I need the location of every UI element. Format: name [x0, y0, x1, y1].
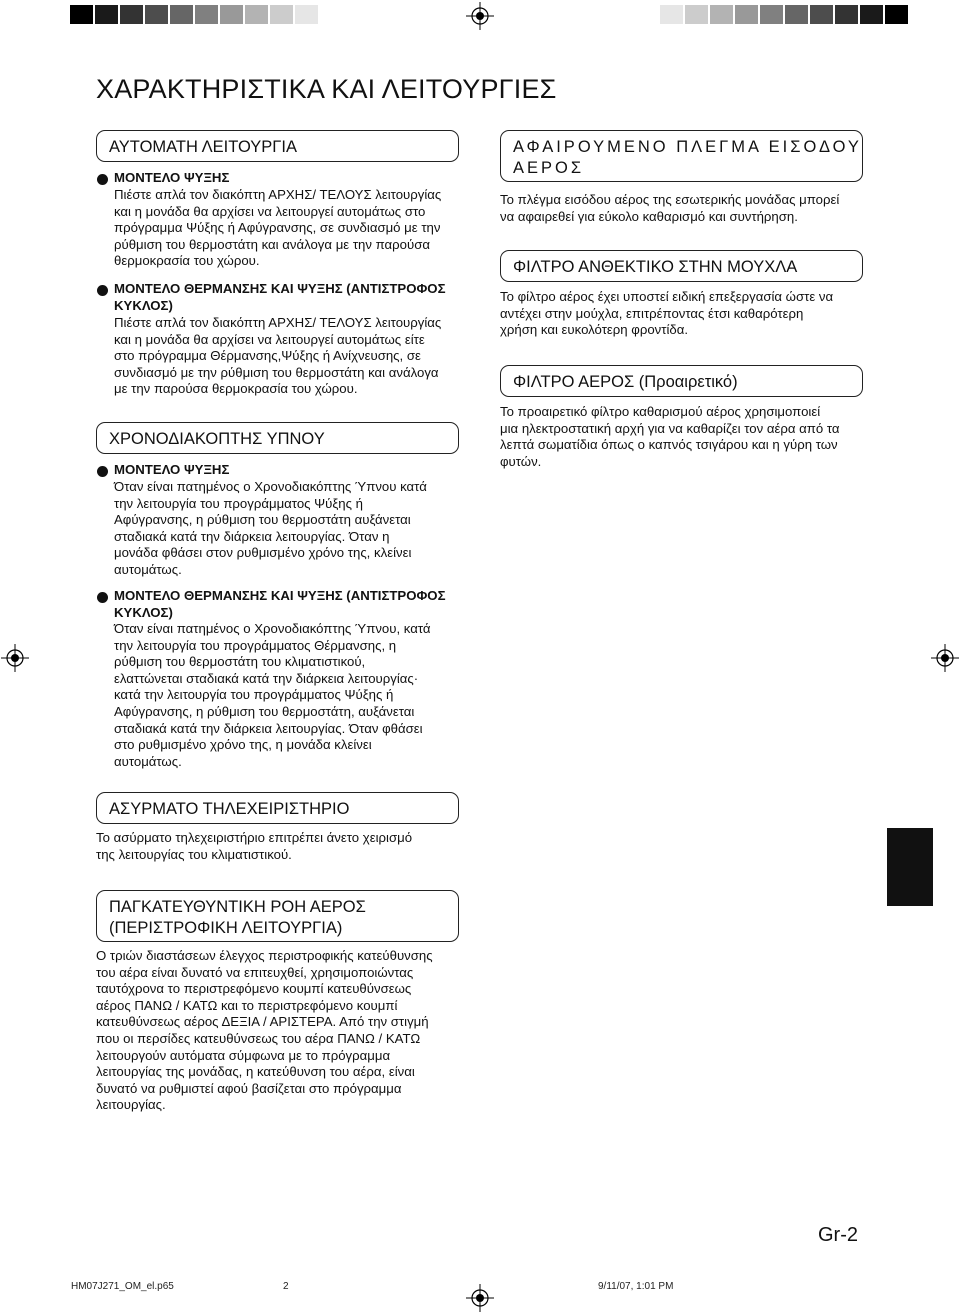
remote-control-heading-text: ΑΣΥΡΜΑΤΟ ΤΗΛΕΧΕΙΡΙΣΤΗΡΙΟ [109, 800, 350, 818]
optional-filter-heading [500, 365, 863, 397]
remote-control-text: Το ασύρματο τηλεχειριστήριο επιτρέπει άνετο χειρισμό της λειτουργίας του κλιματιστικού. [96, 830, 413, 862]
footer-datetime: 9/11/07, 1:01 PM [598, 1281, 674, 1292]
section-tab-marker [887, 828, 933, 906]
mold-filter-text: Το φίλτρο αέρος έχει υποστεί ειδική επεξεργασία ώστε να αντέχει στην μούχλα, επιτρέποντας έτσι καθαρότερη χρήση και ευκολότερη φροντίδα. [500, 289, 834, 338]
registration-bar-left [70, 5, 320, 24]
bullet-icon [97, 592, 108, 603]
airflow-text: Ο τριών διαστάσεων έλεγχος περιστροφικής κατεύθυνσης του αέρα είναι δυνατό να επιτευχθεί, χρησιμοποιώντας ταυτόχρονα το περιστρεφόμενο κουμπί κατευθύνσεως αέρος ΠΑΝΩ / ΚΑΤΩ και το περιστρεφόμενο κουμπί κατευθύνσεως αέρος ΔΕΞΙΑ / ΑΡΙΣΤΕΡΑ. Από την στιγμή που οι περσίδες κατευθύνσεως του αέρα ΠΑΝΩ / ΚΑΤΩ λειτουργούν αυτόματα σύμφωνα με το πρόγραμμα λειτουργίας της μονάδας, η κατεύθυνση του αέρα, είναι δυνατό να ρυθμιστεί αφού βασίζεται στο πρόγραμμα λειτουργίας. [96, 948, 433, 1113]
crosshair-right-icon [931, 644, 959, 672]
auto-cool-model-text: Πιέστε απλά τον διακόπτη ΑΡΧΗΣ/ ΤΕΛΟΥΣ λειτουργίας και η μονάδα θα αρχίσει να λειτουργεί αυτομάτως στο πρόγραμμα Ψύξης ή Αφύγρανσης, σε συνδιασμό με την ρύθμιση του θερμοστάτη και ανάλογα με την παρούσα θερμοκρασία του χώρου. [114, 187, 442, 269]
bullet-icon [97, 285, 108, 296]
grille-heading [500, 130, 863, 182]
sleep-heat-model-heading: ΜΟΝΤΕΛΟ ΘΕΡΜΑΝΣΗΣ ΚΑΙ ΨΥΞΗΣ (ΑΝΤΙΣΤΡΟΦΟΣ ΚΥΚΛΟΣ) [114, 588, 446, 620]
mold-filter-heading-text: ΦΙΛΤΡΟ ΑΝΘΕΚΤΙΚΟ ΣΤΗΝ ΜΟΥΧΛΑ [513, 258, 798, 276]
bullet-icon [97, 466, 108, 477]
sleep-cool-model-text: Όταν είναι πατημένος ο Χρονοδιακόπτης Ύπνου κατά την λειτουργία του προγράμματος Ψύξης ή Αφύγρανσης, η ρύθμιση του θερμοστάτη αυξάνεται σταδιακά κατά την διάρκεια λειτουργίας. Όταν η μονάδα φθάσει στον ρυθμισμένο χρόνο της, κλείνει αυτομάτως. [114, 479, 427, 577]
footer-page: 2 [283, 1281, 289, 1292]
mold-filter-heading [500, 250, 863, 282]
remote-control-heading [96, 792, 459, 824]
sleep-timer-heading-text: ΧΡΟΝΟΔΙΑΚΟΠΤΗΣ ΥΠΝΟΥ [109, 430, 325, 448]
footer-filename: HM07J271_OM_el.p65 [71, 1281, 174, 1292]
crosshair-top-icon [466, 2, 494, 30]
grille-heading-line-1: ΑΦΑΙΡΟΥΜΕΝΟ ΠΛΕΓΜΑ ΕΙΣΟΔΟΥ [513, 138, 862, 156]
auto-operation-heading [96, 130, 459, 162]
registration-bar-right [660, 5, 910, 24]
airflow-heading [96, 890, 459, 942]
airflow-heading-line-2: (ΠΕΡΙΣΤΡΟΦΙΚΗ ΛΕΙΤΟΥΡΓΙΑ) [109, 919, 343, 937]
auto-cool-model-heading: ΜΟΝΤΕΛΟ ΨΥΞΗΣ [114, 170, 230, 185]
crosshair-bottom-icon [466, 1284, 494, 1312]
crosshair-left-icon [1, 644, 29, 672]
grille-heading-line-2: ΑΕΡΟΣ [513, 159, 585, 177]
page-title: ΧΑΡΑΚΤΗΡΙΣΤΙΚΑ ΚΑΙ ΛΕΙΤΟΥΡΓΙΕΣ [96, 74, 557, 104]
sleep-heat-model-text: Όταν είναι πατημένος ο Χρονοδιακόπτης Ύπνου, κατά την λειτουργία του προγράμματος Θέρμανσης, η ρύθμιση του θερμοστάτη του κλιματιστικού, ελαττώνεται σταδιακά κατά την διάρκεια λειτουργίας· κατά την λειτουργία του προγράμματος Ψύξης ή Αφύγρανσης, η ρύθμιση του θερμοστάτη, αυξάνεται σταδιακά κατά την διάρκεια λειτουργίας. Όταν φθάσει στο ρυθμισμένο χρόνο της, η μονάδα κλείνει αυτομάτως. [114, 621, 431, 769]
sleep-cool-model-heading: ΜΟΝΤΕΛΟ ΨΥΞΗΣ [114, 462, 230, 477]
sleep-timer-heading [96, 422, 459, 454]
optional-filter-heading-text: ΦΙΛΤΡΟ ΑΕΡΟΣ (Προαιρετικό) [513, 373, 738, 391]
grille-text: Το πλέγμα εισόδου αέρος της εσωτερικής μονάδας μπορεί να αφαιρεθεί για εύκολο καθαρισμό και συντήρηση. [500, 192, 840, 224]
bullet-icon [97, 174, 108, 185]
auto-operation-heading-text: ΑΥΤΟΜΑΤΗ ΛΕΙΤΟΥΡΓΙΑ [109, 138, 297, 156]
page-number: Gr-2 [818, 1224, 858, 1246]
airflow-heading-line-1: ΠΑΓΚΑΤΕΥΘΥΝΤΙΚΗ ΡΟΗ ΑΕΡΟΣ [109, 898, 366, 916]
auto-heat-model-heading: ΜΟΝΤΕΛΟ ΘΕΡΜΑΝΣΗΣ ΚΑΙ ΨΥΞΗΣ (ΑΝΤΙΣΤΡΟΦΟΣ ΚΥΚΛΟΣ) [114, 281, 446, 313]
auto-heat-model-text: Πιέστε απλά τον διακόπτη ΑΡΧΗΣ/ ΤΕΛΟΥΣ λειτουργίας και η μονάδα θα αρχίσει να λειτουργεί αυτομάτως είτε στο πρόγραμμα Θέρμανσης,Ψύξης ή Ανίχνευσης, σε συνδιασμό με την ρύθμιση του θερμοστάτη και ανάλογα με την παρούσα θερμοκρασία του χώρου. [114, 315, 442, 397]
optional-filter-text: Το προαιρετικό φίλτρο καθαρισμού αέρος χρησιμοποιεί μια ηλεκτροστατική αρχή για να καθαρίζει τον αέρα από τα λεπτά σωματίδια όπως ο καπνός τσιγάρου και η γύρη των φυτών. [500, 404, 840, 469]
